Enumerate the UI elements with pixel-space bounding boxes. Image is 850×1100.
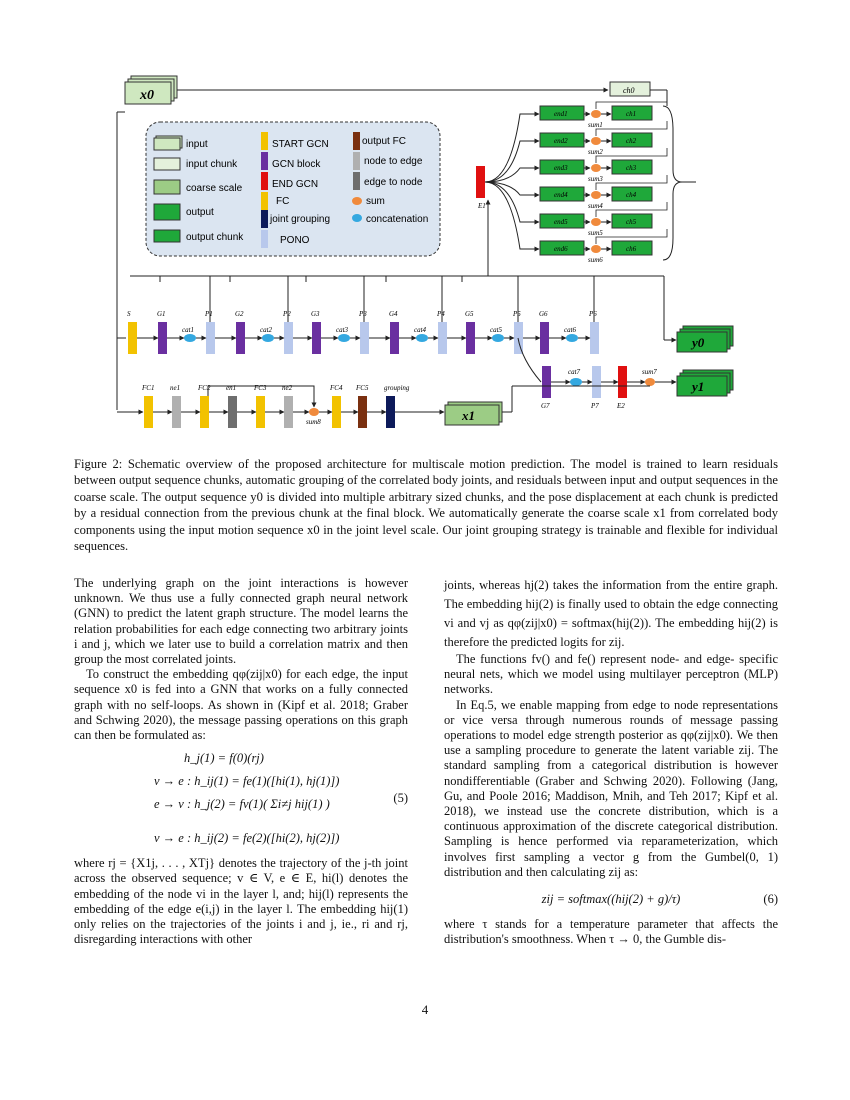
ch0-label: ch0 xyxy=(623,86,635,95)
label-FC1: FC1 xyxy=(142,384,155,392)
label-G7: G7 xyxy=(541,402,550,410)
e1-block xyxy=(476,166,485,198)
label-P4: P4 xyxy=(437,310,445,318)
concat-node-cat1 xyxy=(184,334,196,342)
legend-concatenation: concatenation xyxy=(366,214,429,225)
label-P3: P3 xyxy=(359,310,367,318)
sum-node-sum8 xyxy=(309,408,319,416)
label-P6: P6 xyxy=(589,310,597,318)
output-chunk-icon xyxy=(154,230,180,242)
label-cat6: cat6 xyxy=(564,326,577,334)
figure-caption: Figure 2: Schematic overview of the proposed architecture for multiscale motion prediction. The model is trained to learn residuals between output sequence chunks, automatic grouping of the correlated body joints, and residuals between input and output sequences in the coarse scale. The output sequence y0 is divided into multiple arbitrary sized chunks, and the pose displacement at each chunk is predicted by a residual connection from the previous chunk at the final block. We automatically generate the coarse scale x1 from correlated body components using the input motion sequence x0 in the joint level scale. Our joint grouping strategy is trainable and flexible for individual sequences. xyxy=(74,457,779,554)
legend-coarse-scale: coarse scale xyxy=(186,183,243,194)
block-FC1 xyxy=(144,396,153,428)
sum-icon xyxy=(352,197,362,205)
block-P3 xyxy=(360,322,369,354)
x0-input-block xyxy=(125,76,177,104)
chunk-sum-label-1: sum1 xyxy=(588,121,603,129)
right-column xyxy=(444,576,778,948)
block-G6 xyxy=(540,322,549,354)
end-gcn-icon xyxy=(261,172,268,190)
label-G4: G4 xyxy=(389,310,398,318)
label-S: S xyxy=(127,310,131,318)
left-column xyxy=(74,576,408,947)
x0-label: x0 xyxy=(140,88,154,103)
chunk-sum-label-6: sum6 xyxy=(588,256,603,264)
concat-node-cat4 xyxy=(416,334,428,342)
left-paragraph-2: To construct the embedding qφ(zij|x0) for each edge, the input sequence x0 is fed into a GNN that works on a fully connected graph with no self-loops. As shown in (Kipf et al. 2018; Graber and Schwing 2020), the message passing operations on this graph can then be formulated as: xyxy=(74,667,408,743)
legend-start-gcn: START GCN xyxy=(272,139,329,150)
block-G3 xyxy=(312,322,321,354)
label-G2: G2 xyxy=(235,310,244,318)
chunk-sum-label-3: sum3 xyxy=(588,175,603,183)
y1-label: y1 xyxy=(692,379,705,394)
equation-5 xyxy=(74,747,408,850)
chunk-ch-label-6: ch6 xyxy=(626,245,637,253)
right-paragraph-4: where τ stands for a temperature parameter that affects the distribution's smoothness. When τ → 0, the Gumble dis- xyxy=(444,917,778,947)
block-P7 xyxy=(592,366,601,398)
x1-coarse-block xyxy=(445,402,502,425)
label-cat7: cat7 xyxy=(568,368,581,376)
chunk-sum-label-5: sum5 xyxy=(588,229,603,237)
block-ne1 xyxy=(172,396,181,428)
legend-edge-to-node: edge to node xyxy=(364,177,423,188)
label-P7: P7 xyxy=(591,402,599,410)
concat-node-cat7 xyxy=(570,378,582,386)
chunk-sum-4 xyxy=(591,191,601,199)
output-icon xyxy=(154,204,180,220)
legend-joint-grouping: joint grouping xyxy=(270,214,331,225)
concat-node-cat3 xyxy=(338,334,350,342)
concat-node-cat2 xyxy=(262,334,274,342)
label-grouping: grouping xyxy=(384,384,410,392)
label-ne1: ne1 xyxy=(170,384,181,392)
block-G2 xyxy=(236,322,245,354)
chunk-ch-label-2: ch2 xyxy=(626,137,637,145)
pono-icon xyxy=(261,230,268,248)
block-en1 xyxy=(228,396,237,428)
chunk-ch-label-3: ch3 xyxy=(626,164,637,172)
concat-node-cat6 xyxy=(566,334,578,342)
label-sum7: sum7 xyxy=(642,368,657,376)
chunk-sum-3 xyxy=(591,164,601,172)
chunk-end-label-3: end3 xyxy=(554,164,568,172)
equation-6-number: (6) xyxy=(763,892,778,907)
label-P2: P2 xyxy=(283,310,291,318)
legend-box xyxy=(146,122,440,256)
label-G6: G6 xyxy=(539,310,548,318)
block-E2 xyxy=(618,366,627,398)
block-G4 xyxy=(390,322,399,354)
block-FC5 xyxy=(358,396,367,428)
sum-node-sum7 xyxy=(645,378,655,386)
block-FC4 xyxy=(332,396,341,428)
joint-grouping-icon xyxy=(261,210,268,228)
equation-5-line-1: h_j(1) = f(0)(rj) xyxy=(184,751,264,766)
right-paragraph-1: joints, whereas hj(2) takes the information from the entire graph. The embedding hij(2) is finally used to obtain the edge connecting vi and vj as qφ(zij|x0) = softmax(hij(2)). The embedding hij(2) is therefore the predicted logits for zij. xyxy=(444,578,778,649)
chunk-sum-label-4: sum4 xyxy=(588,202,603,210)
chunk-sum-label-2: sum2 xyxy=(588,148,603,156)
left-paragraph-3: where rj = {X1j, . . . , XTj} denotes the trajectory of the j-th joint across the observed sequence; v ∈ V, e ∈ E, hi(l) denotes the embedding of the node vi in the layer l, and; hij(l) represents the embedding of the edge e(i,j) in the layer l. The embedding hij(1) only relies on the trajectories of the joints i and j, ie., ri and rj, disregarding interactions with other xyxy=(74,856,408,947)
equation-6 xyxy=(444,892,778,907)
fc-icon xyxy=(261,192,268,210)
x1-label: x1 xyxy=(462,408,475,423)
y0-output-block xyxy=(677,326,733,352)
page-number: 4 xyxy=(421,1002,429,1017)
label-E2: E2 xyxy=(617,402,625,410)
label-G1: G1 xyxy=(157,310,166,318)
right-paragraph-3: In Eq.5, we enable mapping from edge to node representations or vice versa through numerous rounds of message passing operations to model edge strength posterior as qφ(zij|x0). We then use a sampling procedure to generate the latent variable zij. The standard sampling from a categorical distribution is however nondifferentiable (Graber and Schwing 2020). Following (Jang, Gu, and Poole 2016; Maddison, Mnih, and Teh 2017; Kipf et al. 2018), we instead use the concrete distribution, which is a continuous approximation of the discrete categorical distribution. Sampling is hence performed via reparameterization, which involves first sampling a vector g from the Gumbel(0, 1) distribution and then calculating zij as: xyxy=(444,697,778,879)
equation-5-line-2: v → e : h_ij(1) = fe(1)([hi(1), hj(1)]) xyxy=(154,774,340,789)
chunk-end-label-4: end4 xyxy=(554,191,568,199)
chunk-sum-2 xyxy=(591,137,601,145)
chunk-ch-label-5: ch5 xyxy=(626,218,637,226)
label-en1: en1 xyxy=(226,384,237,392)
equation-6-body: zij = softmax((hij(2) + g)/τ) xyxy=(541,892,681,907)
legend-node-to-edge: node to edge xyxy=(364,156,423,167)
y1-output-block xyxy=(677,370,733,396)
edge-to-node-icon xyxy=(353,172,360,190)
equation-5-number: (5) xyxy=(393,791,408,806)
label-cat4: cat4 xyxy=(414,326,427,334)
chunk-rows xyxy=(485,94,667,264)
label-ne2: ne2 xyxy=(282,384,293,392)
chunk-sum-5 xyxy=(591,218,601,226)
gcn-block-icon xyxy=(261,152,268,170)
chunk-end-label-1: end1 xyxy=(554,110,568,118)
label-cat1: cat1 xyxy=(182,326,195,334)
label-FC3: FC3 xyxy=(254,384,267,392)
block-FC2 xyxy=(200,396,209,428)
block-S xyxy=(128,322,137,354)
block-P4 xyxy=(438,322,447,354)
output-fc-icon xyxy=(353,132,360,150)
legend-output-fc: output FC xyxy=(362,136,406,147)
legend-end-gcn: END GCN xyxy=(272,179,319,190)
equation-5-line-3: e → v : h_j(2) = fv(1)( Σi≠j hij(1) ) xyxy=(154,797,330,812)
concat-node-cat5 xyxy=(492,334,504,342)
chunk-ch-label-1: ch1 xyxy=(626,110,637,118)
label-FC4: FC4 xyxy=(330,384,343,392)
block-ne2 xyxy=(284,396,293,428)
y0-label: y0 xyxy=(692,335,705,350)
label-P5: P5 xyxy=(513,310,521,318)
label-P1: P1 xyxy=(205,310,213,318)
chunk-end-label-6: end6 xyxy=(554,245,568,253)
chunk-end-label-5: end5 xyxy=(554,218,568,226)
label-G3: G3 xyxy=(311,310,320,318)
e1-label: E1 xyxy=(478,202,486,210)
block-P1 xyxy=(206,322,215,354)
legend-sum: sum xyxy=(366,196,385,207)
equation-5-line-4: v → e : h_ij(2) = fe(2)([hi(2), hj(2)]) xyxy=(154,831,340,846)
legend-input: input xyxy=(186,139,208,150)
label-sum8: sum8 xyxy=(306,418,321,426)
chunk-sum-6 xyxy=(591,245,601,253)
legend-input-chunk: input chunk xyxy=(186,159,238,170)
input-chunk-icon xyxy=(154,158,180,170)
legend-gcn-block: GCN block xyxy=(272,159,321,170)
block-grouping xyxy=(386,396,395,428)
architecture-figure xyxy=(70,70,785,445)
label-cat3: cat3 xyxy=(336,326,349,334)
chunk-end-label-2: end2 xyxy=(554,137,568,145)
block-G7 xyxy=(542,366,551,398)
label-FC2: FC2 xyxy=(198,384,211,392)
block-FC3 xyxy=(256,396,265,428)
block-P6 xyxy=(590,322,599,354)
coarse-scale-icon xyxy=(154,180,180,194)
legend-output-chunk: output chunk xyxy=(186,232,244,243)
label-cat5: cat5 xyxy=(490,326,503,334)
label-G5: G5 xyxy=(465,310,474,318)
block-P2 xyxy=(284,322,293,354)
block-G1 xyxy=(158,322,167,354)
node-to-edge-icon xyxy=(353,152,360,170)
block-G5 xyxy=(466,322,475,354)
legend-output: output xyxy=(186,207,214,218)
label-cat2: cat2 xyxy=(260,326,273,334)
label-FC5: FC5 xyxy=(356,384,369,392)
concatenation-icon xyxy=(352,214,362,222)
start-gcn-icon xyxy=(261,132,268,150)
left-paragraph-1: The underlying graph on the joint interactions is however unknown. We thus use a fully connected graph neural network (GNN) to predict the latent graph structure. The model learns the relation probabilities for each edge connecting two arbitrary joints i and j, which we later use to build a correlation matrix and then group the most correlated joints. xyxy=(74,576,408,667)
chunk-sum-1 xyxy=(591,110,601,118)
legend-fc: FC xyxy=(276,196,290,207)
right-paragraph-2: The functions fv() and fe() represent node- and edge- specific neural nets, which we model using multilayer perceptron (MLP) networks. xyxy=(444,652,778,697)
legend-pono: PONO xyxy=(280,235,310,246)
chunk-ch-label-4: ch4 xyxy=(626,191,637,199)
